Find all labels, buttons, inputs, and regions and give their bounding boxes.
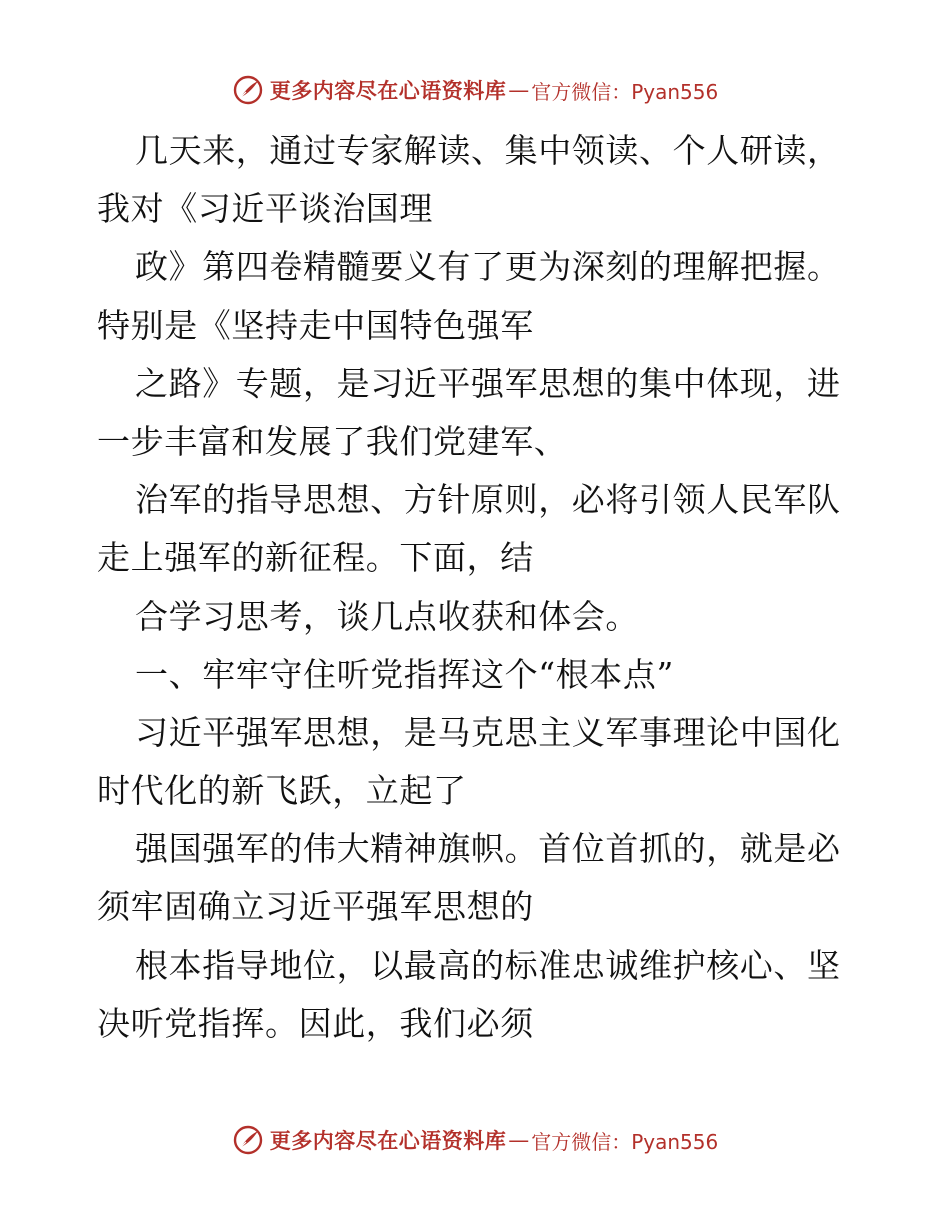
text-line: 走上强军的新征程。下面，结 — [97, 538, 534, 578]
text-line: 根本指导地位，以最高的标准忠诚维护核心、坚 — [135, 945, 841, 985]
banner-separator: — — [508, 1128, 530, 1152]
text-line: 须牢固确立习近平强军思想的 — [97, 887, 534, 927]
quill-circle-icon — [232, 1124, 264, 1156]
quill-circle-icon — [232, 74, 264, 106]
text-line: 一步丰富和发展了我们党建军、 — [97, 421, 568, 461]
text-line: 合学习思考，谈几点收获和体会。 — [135, 596, 639, 636]
banner-wechat-text: 官方微信：Pyan556 — [531, 79, 719, 104]
banner-wechat-text: 官方微信：Pyan556 — [531, 1129, 719, 1154]
text-line: 特别是《坚持走中国特色强军 — [97, 305, 534, 345]
text-line: 习近平强军思想，是马克思主义军事理论中国化 — [135, 712, 841, 752]
text-line: 之路》专题，是习近平强军思想的集中体现，进 — [135, 363, 841, 403]
text-line: 政》第四卷精髓要义有了更为深刻的理解把握。 — [135, 247, 841, 287]
document-body — [97, 122, 857, 1053]
text-line: 时代化的新飞跃，立起了 — [97, 771, 467, 811]
banner-brand-text: 更多内容尽在心语资料库 — [269, 79, 507, 103]
header-banner — [0, 70, 950, 110]
banner-brand-text: 更多内容尽在心语资料库 — [269, 1129, 507, 1153]
text-line: 几天来，通过专家解读、集中领读、个人研读， — [135, 131, 841, 170]
text-line: 强国强军的伟大精神旗帜。首位首抓的，就是必 — [135, 829, 841, 869]
banner-separator: — — [508, 78, 530, 102]
text-line: 治军的指导思想、方针原则，必将引领人民军队 — [135, 480, 841, 520]
text-line: 我对《习近平谈治国理 — [97, 189, 433, 229]
text-line: 决听党指挥。因此，我们必须 — [97, 1003, 534, 1043]
text-line: 一、牢牢守住听党指挥这个“根本点” — [135, 654, 674, 694]
footer-banner — [0, 1120, 950, 1160]
